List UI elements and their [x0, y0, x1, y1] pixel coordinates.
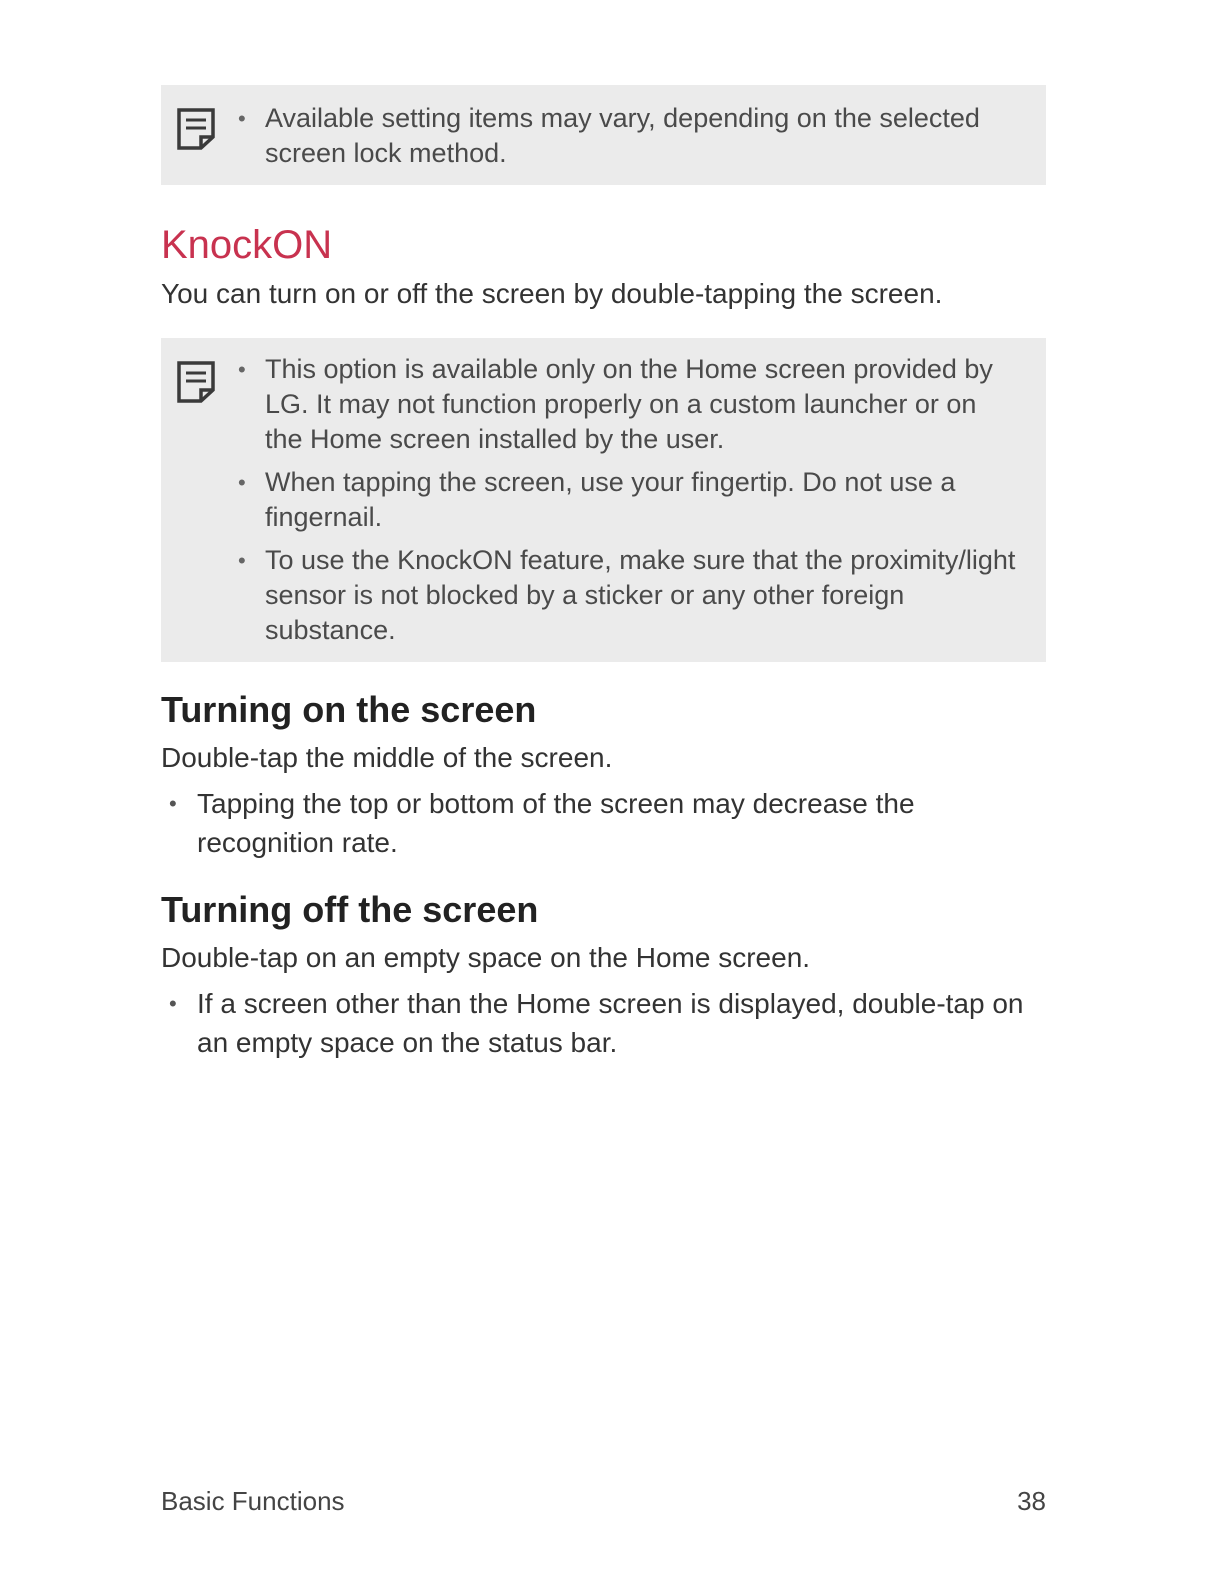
footer-section-name: Basic Functions — [161, 1486, 345, 1516]
turning-on-text: Double-tap the middle of the screen. — [161, 742, 613, 773]
turning-off-text: Double-tap on an empty space on the Home screen. — [161, 942, 811, 973]
list-item: • Tapping the top or bottom of the screen may decrease the recognition rate. — [197, 784, 1046, 862]
note-item: • This option is available only on the Home screen provided by LG. It may not function properly on a custom launcher or on the Home screen installed by the user. — [265, 352, 1020, 457]
note-box-screen-lock — [161, 85, 1046, 185]
page-content — [161, 85, 1046, 1062]
list-item: • If a screen other than the Home screen is displayed, double-tap on an empty space on the status bar. — [197, 984, 1046, 1062]
note-box-knockon — [161, 338, 1046, 662]
subsection-title-turning-on: Turning on the screen — [161, 689, 537, 730]
memo-icon — [176, 107, 216, 151]
note-item: • When tapping the screen, use your fingertip. Do not use a fingernail. — [265, 465, 1020, 535]
turning-on-bullets — [161, 784, 1046, 862]
page-number: 38 — [1017, 1486, 1046, 1516]
note-item: • To use the KnockON feature, make sure that the proximity/light sensor is not blocked by a sticker or any other foreign substance. — [265, 543, 1020, 648]
page-footer — [161, 1486, 1046, 1517]
section-title-knockon: KnockON — [161, 223, 333, 267]
note-item: • Available setting items may vary, depending on the selected screen lock method. — [265, 101, 1020, 171]
memo-icon — [176, 360, 216, 404]
turning-off-bullets — [161, 984, 1046, 1062]
subsection-title-turning-off: Turning off the screen — [161, 889, 539, 930]
knockon-description: You can turn on or off the screen by double-tapping the screen. — [161, 278, 943, 309]
